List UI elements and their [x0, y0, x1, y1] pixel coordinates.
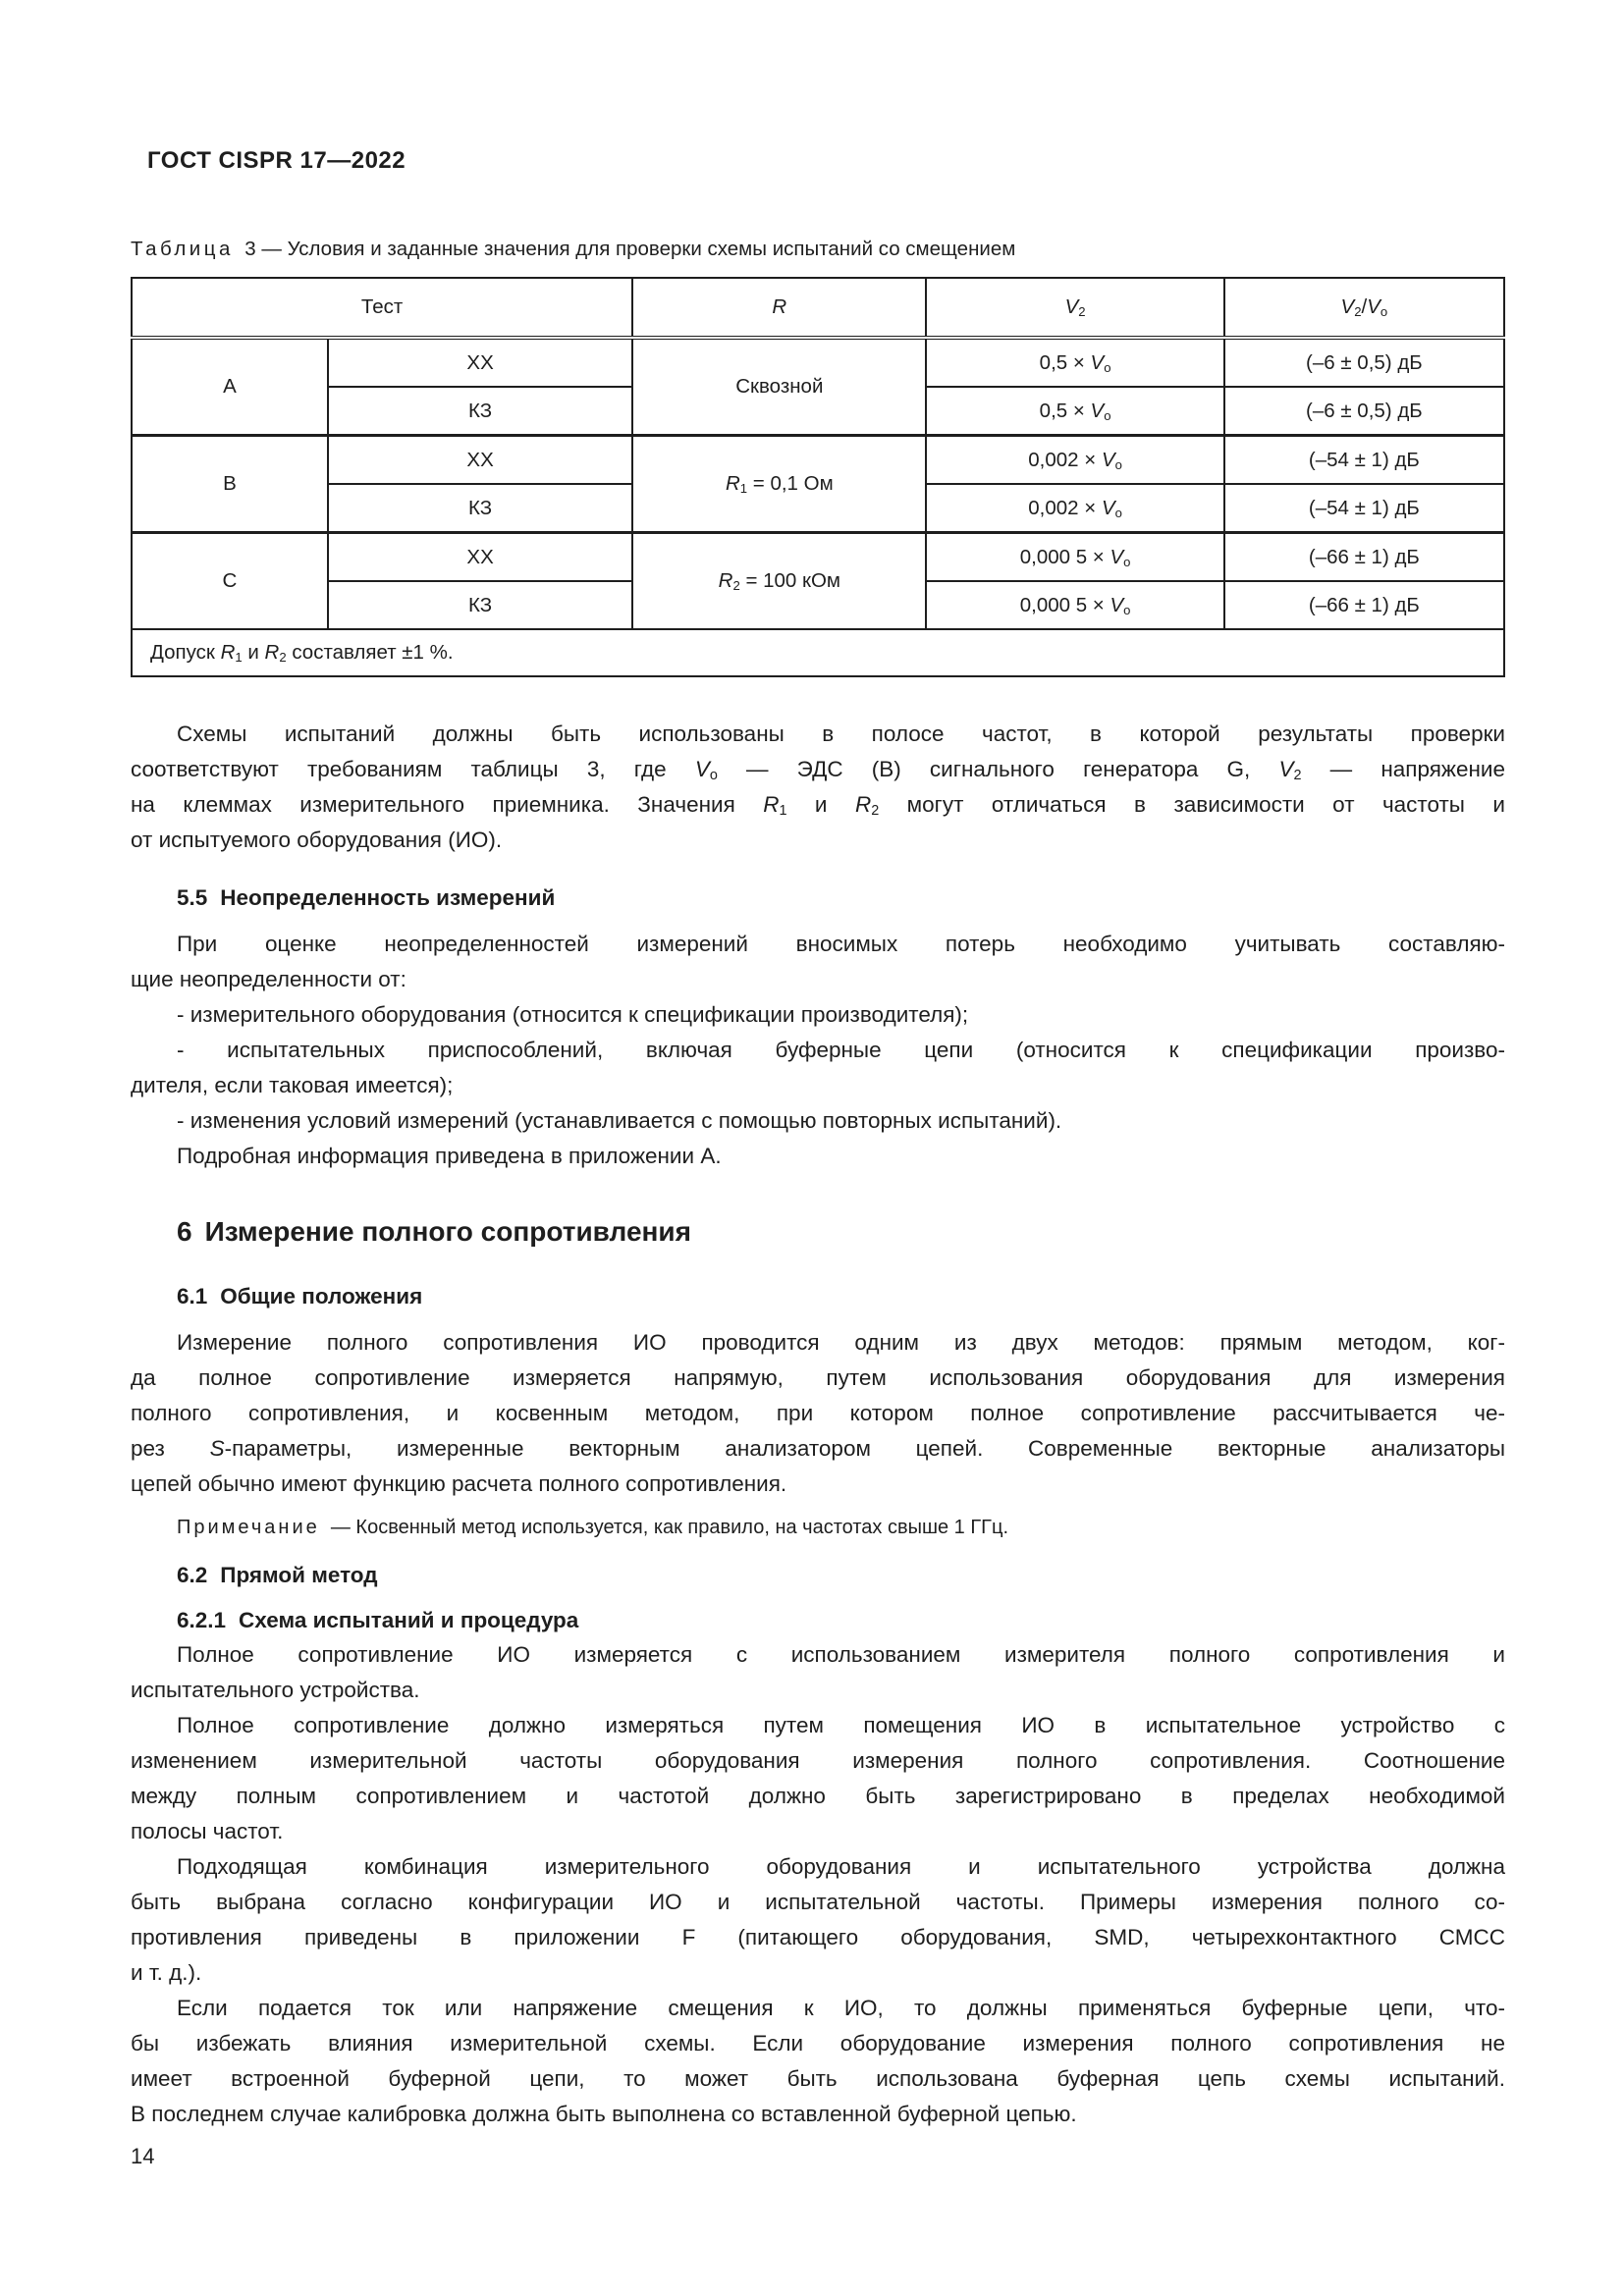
- text-line: противления приведены в приложении F (питающего оборудования, SMD, четырехконтактного СМСС: [131, 1925, 1505, 1949]
- text-line: R2 = 100 кОм: [718, 569, 841, 594]
- cell-mode: [328, 581, 632, 629]
- cell-v2: [926, 484, 1223, 533]
- cell-test-letter: [132, 533, 328, 630]
- text-line: ХХ: [466, 448, 494, 471]
- table-footnote-row: [132, 629, 1504, 676]
- paragraph-test-jig: [131, 1708, 1505, 1849]
- text-line: R: [772, 295, 787, 318]
- text-line: Таблица 3 — Условия и заданные значения для проверки схемы испытаний со смещением: [131, 238, 1016, 260]
- heading-5-5: [131, 883, 1505, 913]
- col-header-v2: [926, 278, 1223, 338]
- cell-v2: [926, 533, 1223, 582]
- text-line: C: [222, 569, 238, 592]
- text-line: Схемы испытаний должны быть использованы в полосе частот, в которой результаты проверки: [177, 721, 1505, 746]
- cell-mode: [328, 338, 632, 387]
- table-caption: [131, 232, 1505, 267]
- text-line: Подходящая комбинация измерительного оборудования и испытательного устройства должна: [177, 1854, 1505, 1879]
- paragraph-combination: [131, 1849, 1505, 1991]
- text-line: (–54 ± 1) дБ: [1308, 448, 1420, 471]
- paragraph-impedance-meter: [131, 1637, 1505, 1708]
- text-line: 6 Измерение полного сопротивления: [177, 1216, 691, 1247]
- col-header-test: [132, 278, 632, 338]
- cell-mode: [328, 436, 632, 485]
- text-line: да полное сопротивление измеряется напрямую, путем использования оборудования для измерения: [131, 1365, 1505, 1390]
- paragraph-after-table: [131, 717, 1505, 858]
- text-line: Если подается ток или напряжение смещения к ИО, то должны применяться буферные цепи, что-: [177, 1996, 1505, 2020]
- cell-r: [632, 533, 926, 630]
- text-line: соответствуют требованиям таблицы 3, где Vо — ЭДС (В) сигнального генератора G, V2 — напряжение: [131, 757, 1505, 784]
- page-content: [131, 147, 1505, 2169]
- text-line: 6.1 Общие положения: [177, 1284, 423, 1308]
- text-line: R1 = 0,1 Ом: [725, 472, 834, 497]
- table-row: [132, 338, 1504, 387]
- cell-ratio: [1224, 581, 1504, 629]
- table-header-row: [132, 278, 1504, 338]
- cell-v2: [926, 581, 1223, 629]
- text-line: (–6 ± 0,5) дБ: [1306, 350, 1423, 374]
- col-header-r: [632, 278, 926, 338]
- text-line: между полным сопротивлением и частотой должно быть зарегистрировано в пределах необходимой: [131, 1784, 1505, 1808]
- cell-ratio: [1224, 387, 1504, 436]
- heading-6-1: [131, 1282, 1505, 1311]
- text-line: - измерительного оборудования (относится к спецификации производителя);: [177, 1002, 969, 1027]
- cell-test-letter: [132, 338, 328, 436]
- text-line: 0,5 × Vо: [1039, 350, 1111, 375]
- text-line: Сквозной: [735, 375, 824, 398]
- text-line: В последнем случае калибровка должна быть выполнена со вставленной буферной цепью.: [131, 2102, 1077, 2126]
- text-line: от испытуемого оборудования (ИО).: [131, 828, 503, 852]
- text-line: 0,000 5 × Vо: [1019, 593, 1131, 617]
- page-number: 14: [131, 2144, 155, 2168]
- table-row: [132, 436, 1504, 485]
- running-header: ГОСТ CISPR 17—2022: [147, 147, 406, 174]
- text-line: V2: [1064, 295, 1086, 320]
- heading-6-2: [131, 1561, 1505, 1590]
- text-line: изменением измерительной частоты оборудования измерения полного сопротивления. Соотношение: [131, 1748, 1505, 1773]
- text-line: полного сопротивления, и косвенным методом, при котором полное сопротивление рассчитывается че-: [131, 1401, 1505, 1425]
- text-line: 0,5 × Vо: [1039, 399, 1111, 423]
- text-line: B: [223, 472, 237, 495]
- text-line: испытательного устройства.: [131, 1678, 420, 1702]
- text-line: При оценке неопределенностей измерений вносимых потерь необходимо учитывать составляю-: [177, 932, 1505, 956]
- heading-6-2-1: [131, 1606, 1505, 1635]
- cell-v2: [926, 338, 1223, 387]
- cell-v2: [926, 387, 1223, 436]
- cell-r: [632, 338, 926, 436]
- text-line: 6.2.1 Схема испытаний и процедура: [177, 1608, 579, 1632]
- cell-r: [632, 436, 926, 533]
- paragraph-bias-buffer: [131, 1991, 1505, 2132]
- text-line: Допуск R1 и R2 составляет ±1 %.: [150, 641, 454, 666]
- text-line: и т. д.).: [131, 1960, 202, 1985]
- text-line: (–54 ± 1) дБ: [1308, 496, 1420, 519]
- text-line: ХХ: [466, 545, 494, 568]
- paragraph-uncertainty: [131, 927, 1505, 997]
- text-line: (–6 ± 0,5) дБ: [1306, 399, 1423, 422]
- text-line: рез S-параметры, измеренные векторным анализатором цепей. Современные векторные анализаторы: [131, 1436, 1506, 1461]
- note-indirect-method: [131, 1514, 1505, 1541]
- cell-mode: [328, 484, 632, 533]
- text-line: дителя, если таковая имеется);: [131, 1073, 454, 1097]
- text-line: цепей обычно имеют функцию расчета полного сопротивления.: [131, 1471, 787, 1496]
- text-line: Тест: [360, 295, 404, 318]
- cell-test-letter: [132, 436, 328, 533]
- text-line: имеет встроенной буферной цепи, то может быть использована буферная цепь схемы испытаний.: [131, 2066, 1505, 2091]
- text-line: КЗ: [468, 496, 493, 519]
- text-line: Подробная информация приведена в приложении А.: [177, 1144, 722, 1168]
- text-line: Примечание — Косвенный метод используется, как правило, на частотах свыше 1 ГГц.: [177, 1517, 1009, 1538]
- table-body: [132, 338, 1504, 676]
- text-line: Измерение полного сопротивления ИО проводится одним из двух методов: прямым методом, ког-: [177, 1330, 1505, 1355]
- cell-ratio: [1224, 533, 1504, 582]
- table-row: [132, 533, 1504, 582]
- text-line: V2/Vо: [1340, 295, 1388, 320]
- text-line: полосы частот.: [131, 1819, 284, 1843]
- heading-6: [131, 1213, 1505, 1251]
- text-line: щие неопределенности от:: [131, 967, 406, 991]
- text-line: 0,002 × Vо: [1028, 448, 1122, 472]
- list-item-fixtures: [131, 1033, 1505, 1103]
- text-line: - испытательных приспособлений, включая буферные цепи (относится к спецификации произво-: [177, 1038, 1505, 1062]
- text-line: 0,002 × Vо: [1028, 496, 1122, 520]
- text-line: (–66 ± 1) дБ: [1308, 593, 1420, 616]
- text-line: быть выбрана согласно конфигурации ИО и испытательной частоты. Примеры измерения полного со-: [131, 1890, 1505, 1914]
- list-item-conditions: [131, 1103, 1505, 1139]
- text-line: Полное сопротивление ИО измеряется с использованием измерителя полного сопротивления и: [177, 1642, 1505, 1667]
- bias-test-table: [131, 277, 1505, 677]
- cell-v2: [926, 436, 1223, 485]
- text-line: - изменения условий измерений (устанавливается с помощью повторных испытаний).: [177, 1108, 1062, 1133]
- cell-mode: [328, 387, 632, 436]
- list-item-equipment: [131, 997, 1505, 1033]
- cell-mode: [328, 533, 632, 582]
- text-line: 6.2 Прямой метод: [177, 1563, 378, 1587]
- col-header-v2-vo: [1224, 278, 1504, 338]
- text-line: (–66 ± 1) дБ: [1308, 545, 1420, 568]
- text-line: A: [223, 375, 237, 398]
- table-head: [132, 278, 1504, 338]
- paragraph-impedance-methods: [131, 1325, 1505, 1502]
- cell-ratio: [1224, 484, 1504, 533]
- text-line: 5.5 Неопределенность измерений: [177, 885, 556, 910]
- text-line: КЗ: [468, 399, 493, 422]
- text-line: 0,000 5 × Vо: [1019, 545, 1131, 569]
- text-line: бы избежать влияния измерительной схемы. Если оборудование измерения полного сопротивления не: [131, 2031, 1505, 2056]
- cell-ratio: [1224, 436, 1504, 485]
- table-footnote: [132, 629, 1504, 676]
- text-line: Полное сопротивление должно измеряться путем помещения ИО в испытательное устройство с: [177, 1713, 1505, 1737]
- paragraph-annex-a: [131, 1139, 1505, 1174]
- cell-ratio: [1224, 338, 1504, 387]
- text-line: КЗ: [468, 593, 493, 616]
- text-line: ХХ: [466, 350, 494, 374]
- text-line: на клеммах измерительного приемника. Значения R1 и R2 могут отличаться в зависимости от частоты и: [131, 792, 1505, 820]
